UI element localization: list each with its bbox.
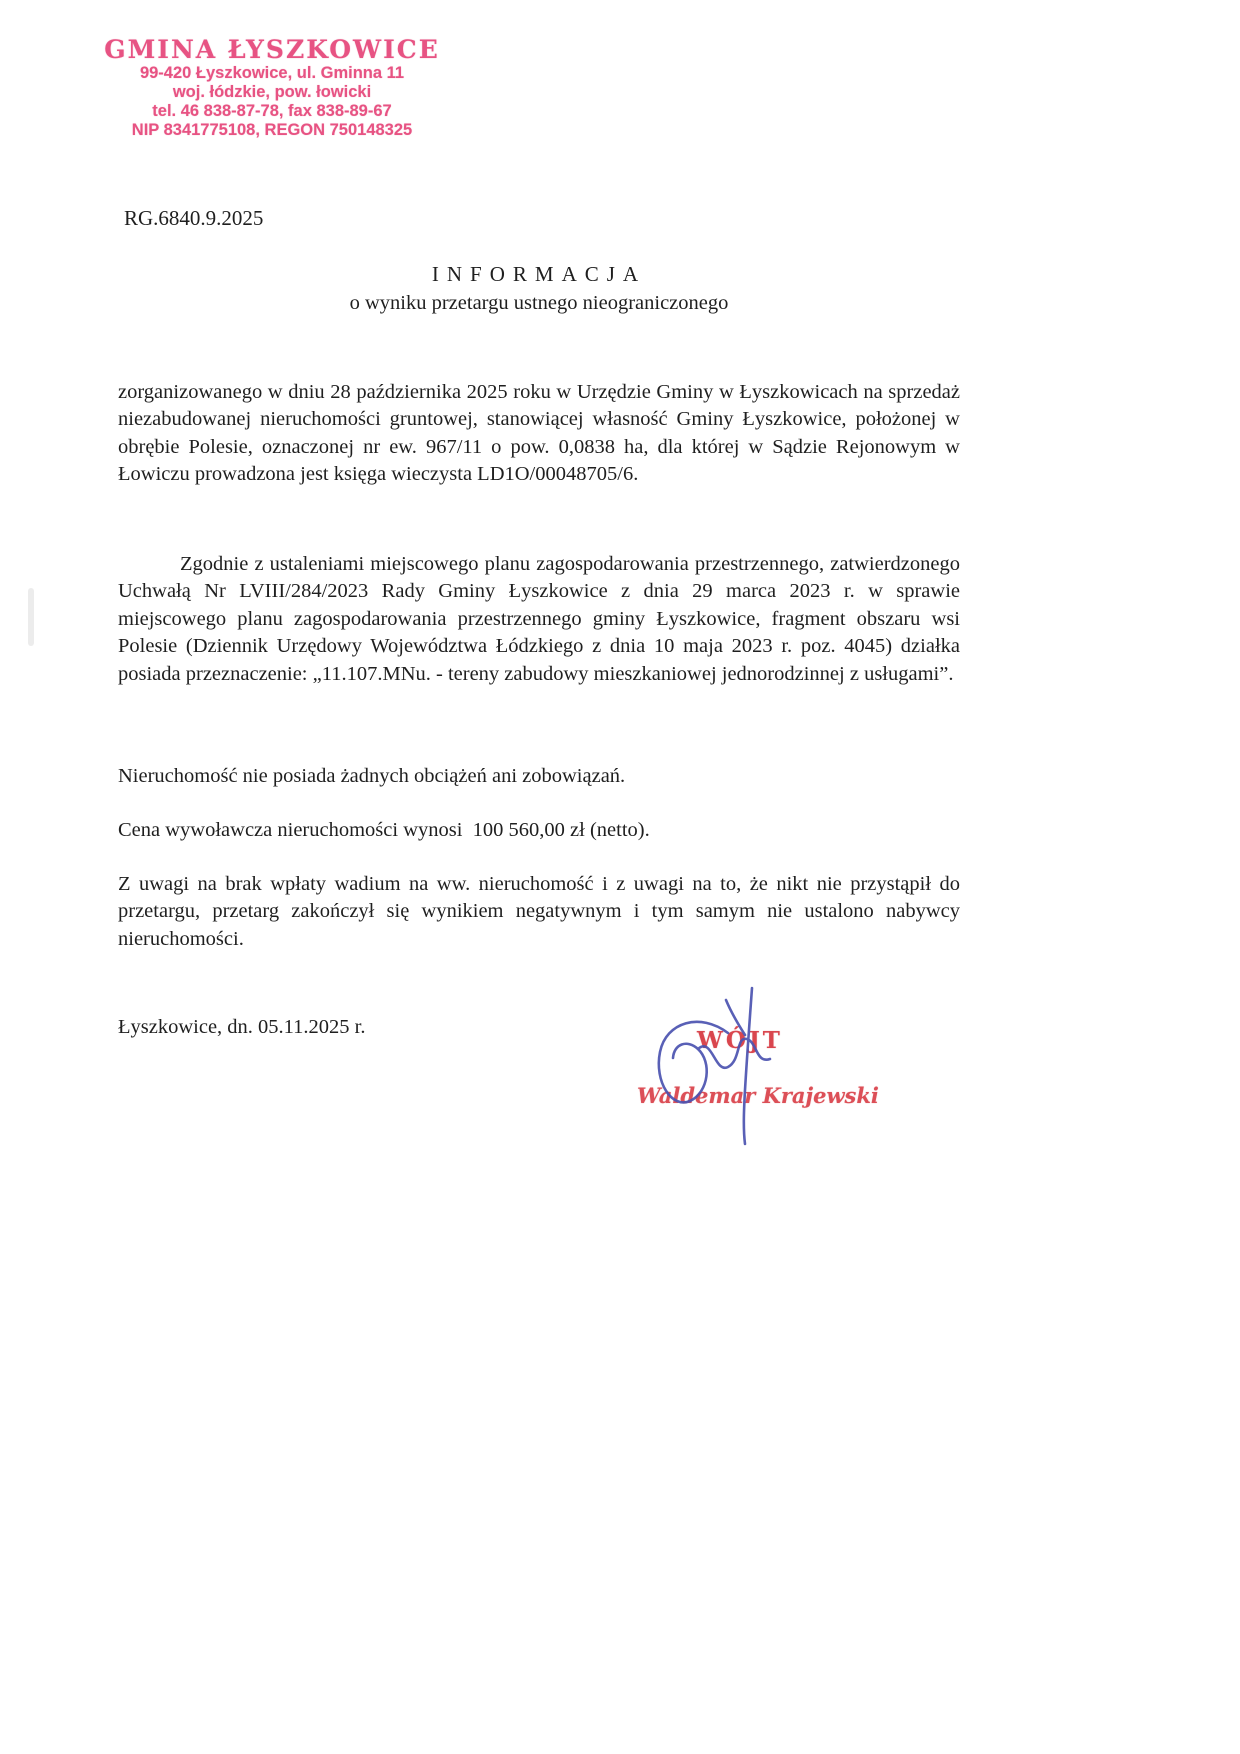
scan-smudge (28, 588, 34, 646)
stamp-nip-regon: NIP 8341775108, REGON 750148325 (131, 121, 413, 139)
document-subtitle: o wyniku przetargu ustnego nieograniczonego (349, 292, 729, 314)
paragraph-zoning-plan: Zgodnie z ustaleniami miejscowego planu zagospodarowania przestrzennego, zatwierdzonego Uchwałą Nr LVIII/284/2023 Rady Gminy Łyszkowice z dnia 29 marca 2023 r. w sprawie miejscowego planu zagospodarowania przestrzennego gminy Łyszkowice, fragment obszaru wsi Polesie (Dziennik Urzędowy Województwa Łódzkiego z dnia 10 maja 2023 r. poz. 4045) działka posiada przeznaczenie: „11.107.MNu. - tereny zabudowy mieszkaniowej jednorodzinnej z usługami”. (118, 553, 966, 685)
paragraph-starting-price: Cena wywoławcza nieruchomości wynosi 100 560,00 zł (netto). (118, 819, 650, 841)
stamp-address: 99-420 Łyszkowice, ul. Gminna 11 (139, 64, 405, 82)
place-date-line: Łyszkowice, dn. 05.11.2025 r. (118, 1016, 366, 1038)
sender-stamp (104, 36, 440, 140)
signer-role-stamp: WÓJT (697, 1027, 783, 1054)
stamp-phone-fax: tel. 46 838-87-78, fax 838-89-67 (152, 102, 392, 120)
paragraph-no-encumbrances: Nieruchomość nie posiada żadnych obciążeń ani zobowiązań. (118, 765, 626, 787)
document-title: INFORMACJA (431, 262, 647, 286)
stamp-region: woj. łódzkie, pow. łowicki (172, 83, 372, 101)
stamp-municipality-name: GMINA ŁYSZKOWICE (104, 35, 440, 64)
handwritten-signature-ink (628, 978, 783, 1148)
signer-name: Waldemar Krajewski (637, 1083, 879, 1108)
paragraph-auction-details: zorganizowanego w dniu 28 października 2025 roku w Urzędzie Gminy w Łyszkowicach na sprzedaż niezabudowanej nieruchomości gruntowej, stanowiącej własność Gminy Łyszkowice, położonej w obrębie Polesie, oznaczonej nr ew. 967/11 o pow. 0,0838 ha, dla której w Sądzie Rejonowym w Łowiczu prowadzona jest księga wieczysta LD1O/00048705/6. (118, 381, 966, 486)
paragraph-negative-result: Z uwagi na brak wpłaty wadium na ww. nieruchomość i z uwagi na to, że nikt nie przystąpił do przetargu, przetarg zakończył się wynikiem negatywnym i tym samym nie ustalono nabywcy nieruchomości. (118, 873, 966, 950)
reference-number: RG.6840.9.2025 (124, 206, 264, 230)
